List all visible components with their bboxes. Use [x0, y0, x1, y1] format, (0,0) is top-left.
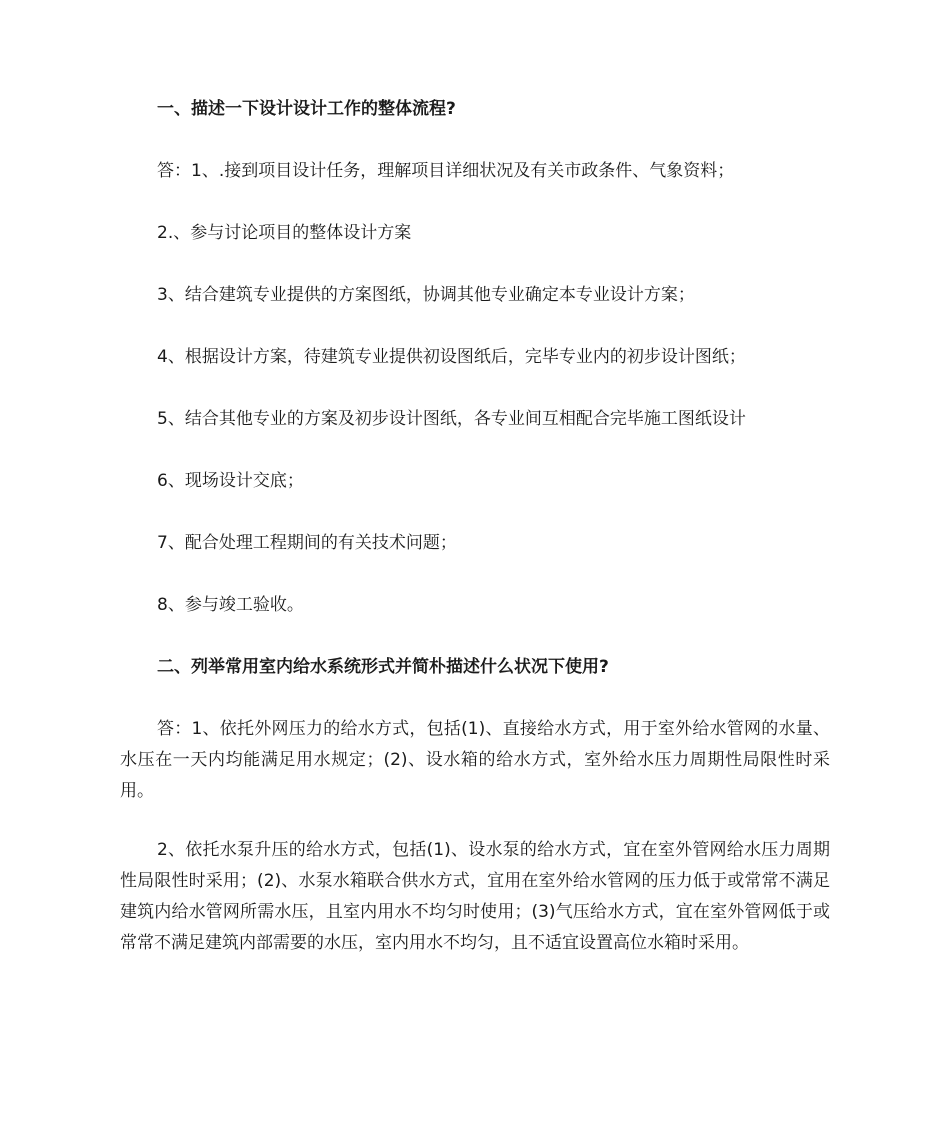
section1-step-8: 8、参与竣工验收。 — [157, 595, 304, 615]
section1-answer-intro: 答：1、.接到项目设计任务，理解项目详细状况及有关市政条件、气象资料； — [157, 161, 735, 181]
section1-step-6: 6、现场设计交底； — [157, 471, 304, 491]
section1-step-5: 5、结合其他专业的方案及初步设计图纸，各专业间互相配合完毕施工图纸设计 — [157, 409, 746, 429]
section2-paragraph-1: 答：1、依托外网压力的给水方式，包括(1)、直接给水方式，用于室外给水管网的水量、水压在一天内均能满足用水规定；(2)、设水箱的给水方式，室外给水压力周期性局限性时采用。 — [120, 719, 830, 801]
section1-step-4: 4、根据设计方案，待建筑专业提供初设图纸后，完毕专业内的初步设计图纸； — [157, 347, 746, 367]
section1-heading: 一、描述一下设计设计工作的整体流程? — [157, 99, 456, 119]
section1-step-3: 3、结合建筑专业提供的方案图纸，协调其他专业确定本专业设计方案； — [157, 285, 695, 305]
section1-step-2: 2.、参与讨论项目的整体设计方案 — [157, 223, 412, 243]
section2-heading: 二、列举常用室内给水系统形式并简朴描述什么状况下使用? — [157, 657, 609, 677]
section1-step-7: 7、配合处理工程期间的有关技术问题； — [157, 533, 457, 553]
section2-paragraph-2: 2、依托水泵升压的给水方式，包括(1)、设水泵的给水方式，宜在室外管网给水压力周期性局限性时采用；(2)、水泵水箱联合供水方式，宜用在室外给水管网的压力低于或常常不满足建筑内给水管网所需水压，且室内用水不均匀时使用；(3)气压给水方式，宜在室外管网低于或常常不满足建筑内部需要的水压，室内用水不均匀，且不适宜设置高位水箱时采用。 — [120, 840, 830, 953]
